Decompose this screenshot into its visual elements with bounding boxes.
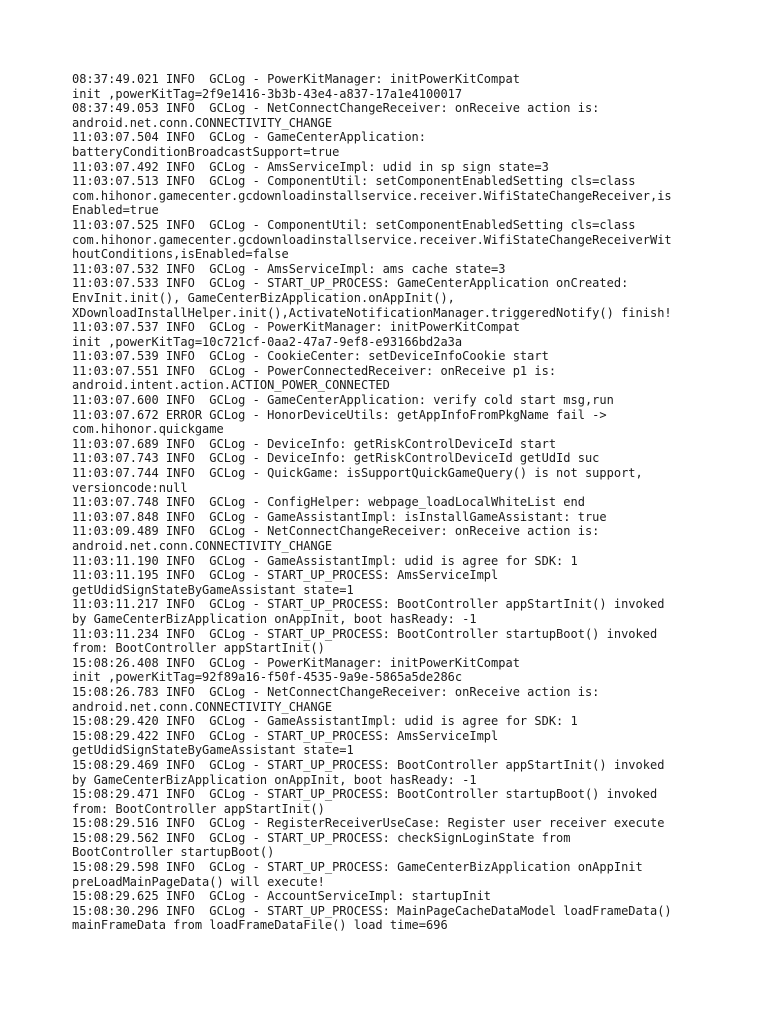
log-line: com.hihonor.gamecenter.gcdownloadinstallservice.receiver.WifiStateChangeReceiverWit: [72, 232, 672, 247]
log-line: XDownloadInstallHelper.init(),ActivateNotificationManager.triggeredNotify() finish!: [72, 305, 672, 320]
log-line: 11:03:07.689 INFO GCLog - DeviceInfo: getRiskControlDeviceId start: [72, 436, 557, 451]
log-line: 11:03:07.539 INFO GCLog - CookieCenter: setDeviceInfoCookie start: [72, 349, 549, 364]
log-line: 11:03:07.744 INFO GCLog - QuickGame: isSupportQuickGameQuery() is not support,: [72, 466, 643, 481]
log-line: 15:08:29.598 INFO GCLog - START_UP_PROCESS: GameCenterBizApplication onAppInit: [72, 860, 643, 875]
log-line: 11:03:07.748 INFO GCLog - ConfigHelper: webpage_loadLocalWhiteList end: [72, 495, 585, 510]
log-line: by GameCenterBizApplication onAppInit, boot hasReady: -1: [72, 772, 477, 787]
log-line: BootController startupBoot(): [72, 845, 275, 860]
log-line: 11:03:11.190 INFO GCLog - GameAssistantImpl: udid is agree for SDK: 1: [72, 553, 578, 568]
log-line: init ,powerKitTag=92f89a16-f50f-4535-9a9e-5865a5de286c: [72, 670, 463, 685]
log-line: init ,powerKitTag=10c721cf-0aa2-47a7-9ef8-e93166bd2a3a: [72, 334, 463, 349]
log-line: 11:03:09.489 INFO GCLog - NetConnectChangeReceiver: onReceive action is:: [72, 524, 600, 539]
log-line: 11:03:07.672 ERROR GCLog - HonorDeviceUtils: getAppInfoFromPkgName fail ->: [72, 407, 607, 422]
log-line: 15:08:29.516 INFO GCLog - RegisterReceiverUseCase: Register user receiver execute: [72, 816, 665, 831]
log-line: 11:03:07.551 INFO GCLog - PowerConnectedReceiver: onReceive p1 is:: [72, 363, 557, 378]
log-line: 11:03:07.848 INFO GCLog - GameAssistantImpl: isInstallGameAssistant: true: [72, 509, 607, 524]
log-line: EnvInit.init(), GameCenterBizApplication.onAppInit(),: [72, 290, 455, 305]
log-line: by GameCenterBizApplication onAppInit, boot hasReady: -1: [72, 611, 477, 626]
log-line: 11:03:07.492 INFO GCLog - AmsServiceImpl: udid in sp sign state=3: [72, 159, 549, 174]
log-line: android.net.conn.CONNECTIVITY_CHANGE: [72, 115, 333, 130]
log-line: 15:08:29.471 INFO GCLog - START_UP_PROCESS: BootController startupBoot() invoked: [72, 787, 658, 802]
log-line: 11:03:11.234 INFO GCLog - START_UP_PROCESS: BootController startupBoot() invoked: [72, 626, 658, 641]
log-line: 11:03:07.525 INFO GCLog - ComponentUtil: setComponentEnabledSetting cls=class: [72, 217, 636, 232]
log-line: 11:03:07.533 INFO GCLog - START_UP_PROCESS: GameCenterApplication onCreated:: [72, 276, 629, 291]
log-line: 15:08:26.783 INFO GCLog - NetConnectChangeReceiver: onReceive action is:: [72, 684, 600, 699]
log-line: preLoadMainPageData() will execute!: [72, 874, 325, 889]
log-line: 11:03:07.532 INFO GCLog - AmsServiceImpl: ams cache state=3: [72, 261, 506, 276]
log-line: from: BootController appStartInit(): [72, 641, 325, 656]
log-line: 15:08:29.625 INFO GCLog - AccountServiceImpl: startupInit: [72, 889, 492, 904]
log-line: from: BootController appStartInit(): [72, 801, 325, 816]
log-line: 08:37:49.053 INFO GCLog - NetConnectChangeReceiver: onReceive action is:: [72, 101, 600, 116]
log-line: android.net.conn.CONNECTIVITY_CHANGE: [72, 699, 333, 714]
log-line: getUdidSignStateByGameAssistant state=1: [72, 582, 354, 597]
log-line: batteryConditionBroadcastSupport=true: [72, 144, 340, 159]
log-line: versioncode:null: [72, 480, 188, 495]
log-line: mainFrameData from loadFrameDataFile() load time=696: [72, 918, 448, 933]
log-line: getUdidSignStateByGameAssistant state=1: [72, 743, 354, 758]
log-line: 15:08:29.469 INFO GCLog - START_UP_PROCESS: BootController appStartInit() invoked: [72, 757, 665, 772]
log-line: 11:03:07.504 INFO GCLog - GameCenterApplication:: [72, 130, 427, 145]
log-line: 11:03:07.513 INFO GCLog - ComponentUtil: setComponentEnabledSetting cls=class: [72, 174, 636, 189]
log-line: 15:08:26.408 INFO GCLog - PowerKitManager: initPowerKitCompat: [72, 655, 520, 670]
log-line: 08:37:49.021 INFO GCLog - PowerKitManager: initPowerKitCompat: [72, 72, 520, 86]
log-line: 11:03:11.217 INFO GCLog - START_UP_PROCESS: BootController appStartInit() invoked: [72, 597, 665, 612]
log-line: 11:03:07.600 INFO GCLog - GameCenterApplication: verify cold start msg,run: [72, 393, 614, 408]
log-line: Enabled=true: [72, 203, 159, 218]
log-line: 15:08:30.296 INFO GCLog - START_UP_PROCESS: MainPageCacheDataModel loadFrameData(): [72, 903, 672, 918]
log-line: android.net.conn.CONNECTIVITY_CHANGE: [72, 539, 333, 553]
log-line: 11:03:07.743 INFO GCLog - DeviceInfo: getRiskControlDeviceId getUdId suc: [72, 451, 600, 466]
log-line: 15:08:29.420 INFO GCLog - GameAssistantImpl: udid is agree for SDK: 1: [72, 714, 578, 729]
log-line: android.intent.action.ACTION_POWER_CONNECTED: [72, 378, 390, 393]
log-line: 15:08:29.422 INFO GCLog - START_UP_PROCESS: AmsServiceImpl: [72, 728, 499, 743]
log-line: init ,powerKitTag=2f9e1416-3b3b-43e4-a837-17a1e4100017: [72, 86, 463, 101]
log-document: [72, 72, 702, 933]
log-line: 11:03:07.537 INFO GCLog - PowerKitManager: initPowerKitCompat: [72, 320, 520, 335]
log-line: houtConditions,isEnabled=false: [72, 247, 289, 262]
log-line: com.hihonor.gamecenter.gcdownloadinstallservice.receiver.WifiStateChangeReceiver,is: [72, 188, 672, 203]
log-line: com.hihonor.quickgame: [72, 422, 224, 437]
log-line: 11:03:11.195 INFO GCLog - START_UP_PROCESS: AmsServiceImpl: [72, 568, 499, 583]
log-line: 15:08:29.562 INFO GCLog - START_UP_PROCESS: checkSignLoginState from: [72, 830, 571, 845]
